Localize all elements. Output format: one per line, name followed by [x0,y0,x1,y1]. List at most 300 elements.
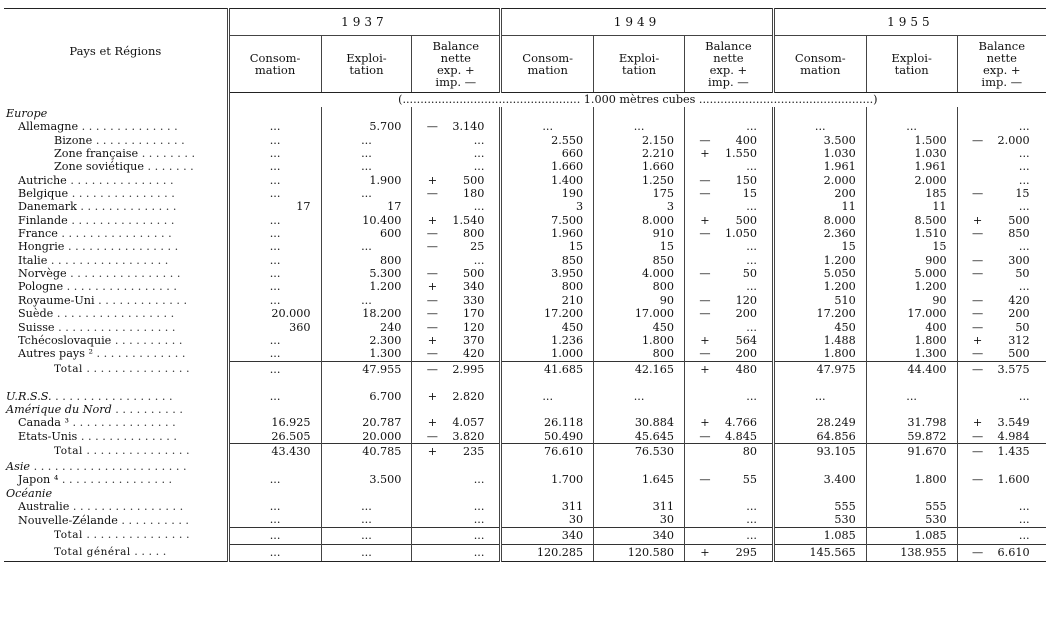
value-cell: 8.000 [773,214,866,227]
value-cell: 15 [773,240,866,253]
value-cell: ... [228,473,321,486]
value-cell: 17.200 [773,307,866,320]
value-cell: 3 [594,200,685,213]
value-cell: 4.000 [594,267,685,280]
row-label: Autriche . . . . . . . . . . . . . . . [18,173,174,187]
balance-cell: + 500 [957,214,1046,227]
balance-cell: — 420 [957,294,1046,307]
balance-cell: — 15 [957,187,1046,200]
value-cell: 15 [501,240,594,253]
balance-cell: ... [684,200,773,213]
table-row [4,416,1046,429]
value-cell: ... [228,147,321,160]
row-label: Total . . . . . . . . . . . . . . . [54,528,190,542]
row-label: Océanie [6,486,53,500]
row-label: Japon ⁴ . . . . . . . . . . . . . . . . [18,473,173,487]
region-row [4,460,1046,473]
balance-cell: — 200 [957,307,1046,320]
row-label: Total général . . . . . [4,544,228,561]
balance-cell: — 6.610 [957,544,1046,561]
value-cell: 2.000 [773,174,866,187]
balance-cell: ... [684,240,773,253]
balance-cell: — 50 [684,267,773,280]
row-label: Allemagne . . . . . . . . . . . . . . [18,120,178,134]
value-cell: 17.200 [501,307,594,320]
value-cell: 1.800 [866,473,957,486]
value-cell: 1.085 [773,527,866,544]
table-row [4,473,1046,486]
value-cell: 45.645 [594,430,685,444]
balance-cell: — 330 [412,294,501,307]
value-cell: 510 [773,294,866,307]
balance-cell: + 4.766 [684,416,773,429]
value-cell: 210 [501,294,594,307]
balance-cell: ... [412,200,501,213]
balance-cell: ... [684,120,773,133]
timber-balance-table [4,8,1046,562]
value-cell: ... [321,240,412,253]
value-cell: 44.400 [866,361,957,378]
table-row [4,227,1046,240]
balance-cell: — 3.575 [957,361,1046,378]
balance-cell: ... [957,500,1046,513]
value-cell: 11 [773,200,866,213]
balance-cell: ... [412,500,501,513]
value-cell: 340 [501,527,594,544]
balance-cell: + 235 [412,443,501,460]
table-row [4,500,1046,513]
value-cell: 450 [594,321,685,334]
value-cell: 2.360 [773,227,866,240]
table-header [4,9,1046,93]
value-cell: ... [866,390,957,403]
value-cell: ... [228,294,321,307]
value-cell: 1.300 [866,347,957,361]
value-cell: 2.300 [321,334,412,347]
balance-cell: — 800 [412,227,501,240]
row-label: U.R.S.S. . . . . . . . . . . . . . . . . . [6,389,173,403]
table-row [4,160,1046,173]
balance-cell: ... [684,280,773,293]
balance-cell: — 25 [412,240,501,253]
balance-cell: + 1.540 [412,214,501,227]
value-cell: 1.645 [594,473,685,486]
balance-cell: ... [957,120,1046,133]
balance-cell: — 1.050 [684,227,773,240]
balance-cell: ... [684,513,773,527]
value-cell: 850 [501,254,594,267]
value-cell: 1.660 [501,160,594,173]
value-cell: 340 [594,527,685,544]
balance-cell: — 850 [957,227,1046,240]
value-cell: ... [228,513,321,527]
value-cell: 311 [594,500,685,513]
row-label: Canada ³ . . . . . . . . . . . . . . . [18,416,176,430]
balance-cell: — 400 [684,134,773,147]
row-label: Etats-Unis . . . . . . . . . . . . . . [18,429,177,443]
value-cell: 910 [594,227,685,240]
value-cell: ... [228,500,321,513]
value-cell: 31.798 [866,416,957,429]
total-row [4,527,1046,544]
row-label: Asie . . . . . . . . . . . . . . . . . . . . . . [6,459,187,473]
value-cell: ... [228,214,321,227]
col-balance-1937: Balance nette exp. + imp. — [412,36,501,93]
value-cell: ... [321,294,412,307]
value-cell: 15 [866,240,957,253]
value-cell: 800 [594,347,685,361]
value-cell: ... [321,544,412,561]
row-label: Italie . . . . . . . . . . . . . . . . . [18,253,169,267]
value-cell: 1.200 [773,254,866,267]
value-cell: 1.700 [501,473,594,486]
balance-cell: — 4.984 [957,430,1046,444]
value-cell: 800 [321,254,412,267]
value-cell: 1.510 [866,227,957,240]
value-cell: ... [321,513,412,527]
value-cell: ... [773,120,866,133]
value-cell: ... [228,280,321,293]
balance-cell: + 312 [957,334,1046,347]
value-cell: 30 [594,513,685,527]
balance-cell: — 3.820 [412,430,501,444]
table-row [4,147,1046,160]
value-cell: 2.210 [594,147,685,160]
total-row [4,443,1046,460]
balance-cell: ... [412,513,501,527]
row-label: Total . . . . . . . . . . . . . . . [54,444,190,458]
col-exploitation-1949: Exploi- tation [594,36,685,93]
value-cell: 30.884 [594,416,685,429]
balance-cell: — 150 [684,174,773,187]
value-cell: 1.488 [773,334,866,347]
value-cell: 311 [501,500,594,513]
value-cell: 555 [773,500,866,513]
balance-cell: + 340 [412,280,501,293]
value-cell: 8.000 [594,214,685,227]
value-cell: ... [321,134,412,147]
value-cell: 1.800 [594,334,685,347]
table-row [4,280,1046,293]
table-body [4,93,1046,562]
value-cell: 2.000 [866,174,957,187]
balance-cell: — 120 [684,294,773,307]
value-cell: 1.000 [501,347,594,361]
balance-cell: + 370 [412,334,501,347]
balance-cell: — 500 [412,267,501,280]
value-cell: 1.085 [866,527,957,544]
balance-cell: + 500 [412,174,501,187]
balance-cell: + 480 [684,361,773,378]
balance-cell: + 2.820 [412,390,501,403]
value-cell: ... [228,134,321,147]
value-cell: 1.250 [594,174,685,187]
value-cell: 1.200 [321,280,412,293]
balance-cell: ... [412,254,501,267]
value-cell: 1.960 [501,227,594,240]
value-cell: 360 [228,321,321,334]
value-cell: ... [773,390,866,403]
balance-cell: ... [412,134,501,147]
year-header-1937: 1937 [228,9,501,36]
value-cell: 5.050 [773,267,866,280]
table-row [4,378,1046,390]
value-cell: 600 [321,227,412,240]
value-cell: 240 [321,321,412,334]
value-cell: 1.200 [866,280,957,293]
row-label: France . . . . . . . . . . . . . . . . [18,227,172,241]
row-label: Autres pays ² . . . . . . . . . . . . . [18,347,186,361]
table-row [4,120,1046,133]
balance-cell: — 2.000 [957,134,1046,147]
balance-cell: + 3.549 [957,416,1046,429]
value-cell: 3.500 [321,473,412,486]
table-row [4,254,1046,267]
balance-cell: ... [412,160,501,173]
value-cell: 18.200 [321,307,412,320]
row-label: Finlande . . . . . . . . . . . . . . . [18,213,175,227]
balance-cell: ... [684,500,773,513]
balance-cell: ... [412,544,501,561]
value-cell: 20.787 [321,416,412,429]
value-cell: 26.505 [228,430,321,444]
col-balance-1955: Balance nette exp. + imp. — [957,36,1046,93]
balance-cell: ... [684,527,773,544]
value-cell: 1.961 [773,160,866,173]
value-cell: 2.150 [594,134,685,147]
balance-cell: — 50 [957,321,1046,334]
col-exploitation-1937: Exploi- tation [321,36,412,93]
balance-cell: — 500 [957,347,1046,361]
year-header-1949: 1949 [501,9,774,36]
value-cell: ... [228,544,321,561]
value-cell: 660 [501,147,594,160]
region-column-header: Pays et Régions [4,9,228,93]
value-cell: ... [501,390,594,403]
value-cell: ... [228,347,321,361]
value-cell: 1.500 [866,134,957,147]
value-cell: ... [321,187,412,200]
value-cell: 1.900 [321,174,412,187]
balance-cell: ... [412,473,501,486]
value-cell: 20.000 [321,430,412,444]
value-cell: ... [321,527,412,544]
balance-cell: ... [957,160,1046,173]
balance-cell: — 55 [684,473,773,486]
row-label: Total . . . . . . . . . . . . . . . [54,362,190,376]
value-cell: ... [228,334,321,347]
value-cell: 800 [501,280,594,293]
table-row [4,307,1046,320]
value-cell: 5.700 [321,120,412,133]
balance-cell: + 4.057 [412,416,501,429]
table-row [4,430,1046,444]
balance-cell: ... [957,390,1046,403]
balance-cell: — 120 [412,321,501,334]
row-label: Royaume-Uni . . . . . . . . . . . . . [18,293,188,307]
value-cell: ... [228,120,321,133]
value-cell: 47.975 [773,361,866,378]
balance-cell: + 1.550 [684,147,773,160]
value-cell: 8.500 [866,214,957,227]
value-cell: 3.400 [773,473,866,486]
value-cell: 2.550 [501,134,594,147]
value-cell: 190 [501,187,594,200]
row-label: Hongrie . . . . . . . . . . . . . . . . [18,240,179,254]
value-cell: 76.610 [501,443,594,460]
value-cell: 28.249 [773,416,866,429]
balance-cell: ... [957,174,1046,187]
value-cell: 50.490 [501,430,594,444]
row-label: Zone française . . . . . . . . [54,147,196,161]
table-row [4,200,1046,213]
value-cell: ... [228,160,321,173]
value-cell: 40.785 [321,443,412,460]
col-exploitation-1955: Exploi- tation [866,36,957,93]
balance-cell: — 4.845 [684,430,773,444]
balance-cell: — 200 [684,307,773,320]
balance-cell: ... [957,240,1046,253]
value-cell: 1.800 [773,347,866,361]
row-label: Tchécoslovaquie . . . . . . . . . . [18,333,183,347]
balance-cell: — 1.435 [957,443,1046,460]
value-cell: 17 [228,200,321,213]
balance-cell: — 300 [957,254,1046,267]
value-cell: 5.300 [321,267,412,280]
row-label: Suède . . . . . . . . . . . . . . . . . [18,307,175,321]
balance-cell: — 2.995 [412,361,501,378]
value-cell: 17.000 [866,307,957,320]
balance-cell: 80 [684,443,773,460]
col-consommation-1949: Consom- mation [501,36,594,93]
table-row [4,240,1046,253]
row-label: Bizone . . . . . . . . . . . . . [54,133,185,147]
value-cell: 7.500 [501,214,594,227]
row-label: Amérique du Nord . . . . . . . . . . [6,402,183,416]
table-row [4,134,1046,147]
value-cell: 1.030 [866,147,957,160]
row-label: Norvège . . . . . . . . . . . . . . . . [18,267,181,281]
balance-cell: + 500 [684,214,773,227]
region-row [4,107,1046,120]
value-cell: 47.955 [321,361,412,378]
unit-row: (.................................................. 1.000 mètres cubes .................................................) [228,93,1046,108]
balance-cell: — 180 [412,187,501,200]
value-cell: 555 [866,500,957,513]
balance-cell: + 564 [684,334,773,347]
balance-cell: ... [684,254,773,267]
table-row [4,294,1046,307]
balance-cell: — 200 [684,347,773,361]
value-cell: ... [594,120,685,133]
balance-cell: ... [957,513,1046,527]
value-cell: 1.800 [866,334,957,347]
value-cell: 17 [321,200,412,213]
value-cell: ... [228,240,321,253]
balance-cell: ... [957,147,1046,160]
value-cell: 16.925 [228,416,321,429]
value-cell: 30 [501,513,594,527]
value-cell: 93.105 [773,443,866,460]
value-cell: 1.660 [594,160,685,173]
balance-cell: ... [412,147,501,160]
balance-cell: — 1.600 [957,473,1046,486]
balance-cell: — 50 [957,267,1046,280]
value-cell: 3.500 [773,134,866,147]
row-label: Nouvelle-Zélande . . . . . . . . . . [18,513,189,527]
value-cell: 64.856 [773,430,866,444]
balance-cell: — 420 [412,347,501,361]
table-row [4,187,1046,200]
balance-cell: — 170 [412,307,501,320]
value-cell: 850 [594,254,685,267]
balance-cell: ... [957,200,1046,213]
value-cell: 1.961 [866,160,957,173]
value-cell: 450 [773,321,866,334]
year-header-1955: 1955 [773,9,1046,36]
value-cell: 17.000 [594,307,685,320]
total-row [4,544,1046,561]
value-cell: 145.565 [773,544,866,561]
value-cell: 90 [594,294,685,307]
row-label: Zone soviétique . . . . . . . [54,160,194,174]
value-cell: 200 [773,187,866,200]
region-row [4,487,1046,500]
row-label: Australie . . . . . . . . . . . . . . . . [18,499,184,513]
value-cell: 15 [594,240,685,253]
table-row [4,321,1046,334]
balance-cell: — 15 [684,187,773,200]
value-cell: ... [228,361,321,378]
value-cell: 41.685 [501,361,594,378]
region-row [4,403,1046,416]
value-cell: 1.236 [501,334,594,347]
value-cell: 138.955 [866,544,957,561]
balance-cell: ... [684,390,773,403]
value-cell: ... [866,120,957,133]
value-cell: 530 [773,513,866,527]
value-cell: 120.285 [501,544,594,561]
value-cell: 43.430 [228,443,321,460]
value-cell: 20.000 [228,307,321,320]
value-cell: 400 [866,321,957,334]
value-cell: 175 [594,187,685,200]
total-row [4,361,1046,378]
table-row [4,267,1046,280]
table-row [4,390,1046,403]
col-consommation-1937: Consom- mation [228,36,321,93]
row-label: Europe [6,107,48,120]
value-cell: ... [228,187,321,200]
value-cell: 1.200 [773,280,866,293]
table-row [4,347,1046,361]
value-cell: 530 [866,513,957,527]
row-label: Belgique . . . . . . . . . . . . . . . [18,187,175,201]
value-cell: 6.700 [321,390,412,403]
value-cell: 800 [594,280,685,293]
col-balance-1949: Balance nette exp. + imp. — [684,36,773,93]
balance-cell: ... [684,160,773,173]
table-row [4,334,1046,347]
table-row [4,174,1046,187]
value-cell: 76.530 [594,443,685,460]
balance-cell: ... [957,280,1046,293]
value-cell: 3 [501,200,594,213]
row-label: Danemark . . . . . . . . . . . . . . [18,200,177,214]
col-consommation-1955: Consom- mation [773,36,866,93]
value-cell: ... [321,500,412,513]
value-cell: 120.580 [594,544,685,561]
